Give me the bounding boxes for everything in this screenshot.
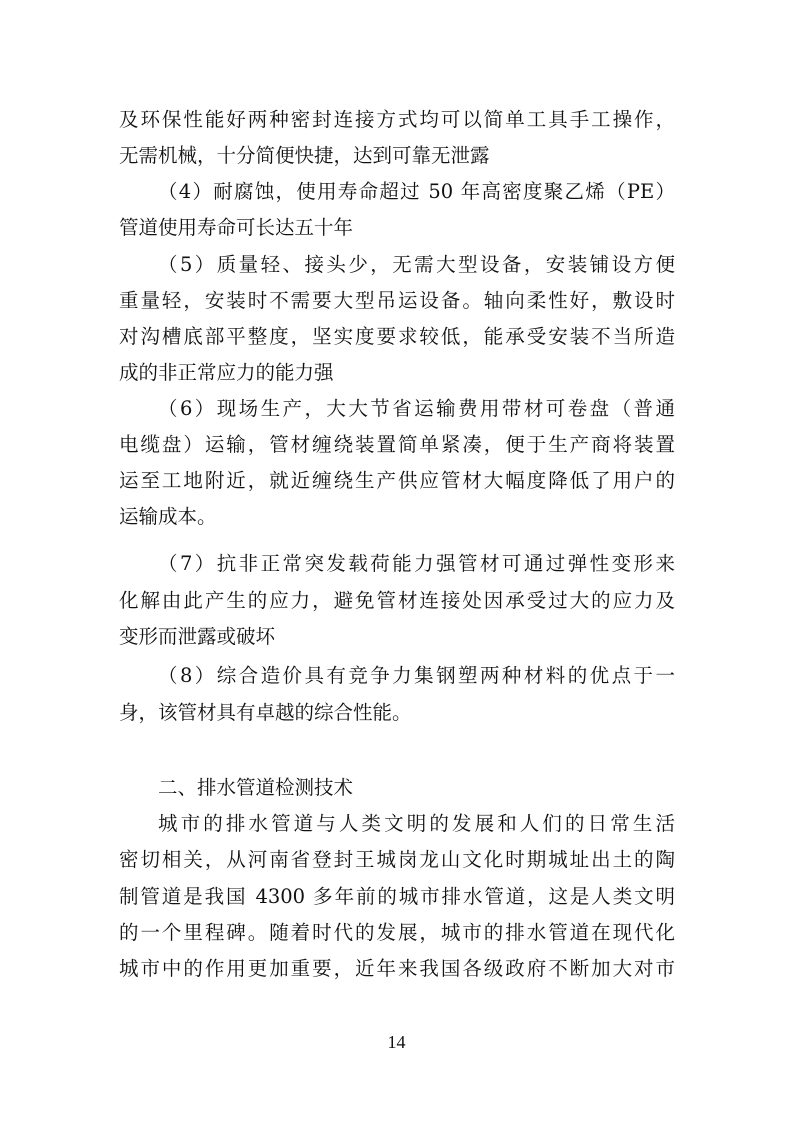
text-line: （8）综合造价具有竞争力集钢塑两种材料的优点于一 <box>158 664 675 687</box>
text-line: 重量轻，安装时不需要大型吊运设备。轴向柔性好，敷设时 <box>119 289 675 312</box>
text-line: 城市的排水管道与人类文明的发展和人们的日常生活 <box>158 812 675 835</box>
text-line: 化解由此产生的应力，避免管材连接处因承受过大的应力及 <box>119 589 675 612</box>
text-line: 成的非正常应力的能力强 <box>119 361 334 384</box>
text-line: 城市中的作用更加重要，近年来我国各级政府不断加大对市 <box>119 957 675 980</box>
text-line: （6）现场生产，大大节省运输费用带材可卷盘（普通 <box>158 397 675 420</box>
text-line: 管道使用寿命可长达五十年 <box>119 216 354 239</box>
text-line: 变形而泄露或破坏 <box>119 625 276 648</box>
text-line: 电缆盘）运输，管材缠绕装置简单紧凑，便于生产商将装置 <box>119 433 675 456</box>
text-line: 无需机械，十分简便快捷，达到可靠无泄露 <box>119 144 490 167</box>
text-line: 密切相关，从河南省登封王城岗龙山文化时期城址出土的陶 <box>119 848 675 871</box>
text-line: （4）耐腐蚀，使用寿命超过 50 年高密度聚乙烯（PE） <box>158 180 675 203</box>
page-number: 14 <box>387 1032 406 1052</box>
text-line: 及环保性能好两种密封连接方式均可以简单工具手工操作， <box>119 108 675 131</box>
text-line: 身，该管材具有卓越的综合性能。 <box>119 701 412 724</box>
text-line: 运输成本。 <box>119 505 217 528</box>
section-heading: 二、排水管道检测技术 <box>158 776 354 799</box>
text-line: （7）抗非正常突发载荷能力强管材可通过弹性变形来 <box>158 552 675 575</box>
text-line: 制管道是我国 4300 多年前的城市排水管道，这是人类文明 <box>119 885 675 908</box>
text-line: （5）质量轻、接头少，无需大型设备，安装铺设方便 <box>158 253 675 276</box>
text-line: 运至工地附近，就近缠绕生产供应管材大幅度降低了用户的 <box>119 469 675 492</box>
text-line: 的一个里程碑。随着时代的发展，城市的排水管道在现代化 <box>119 921 675 944</box>
text-line: 对沟槽底部平整度，坚实度要求较低，能承受安装不当所造 <box>119 325 675 348</box>
